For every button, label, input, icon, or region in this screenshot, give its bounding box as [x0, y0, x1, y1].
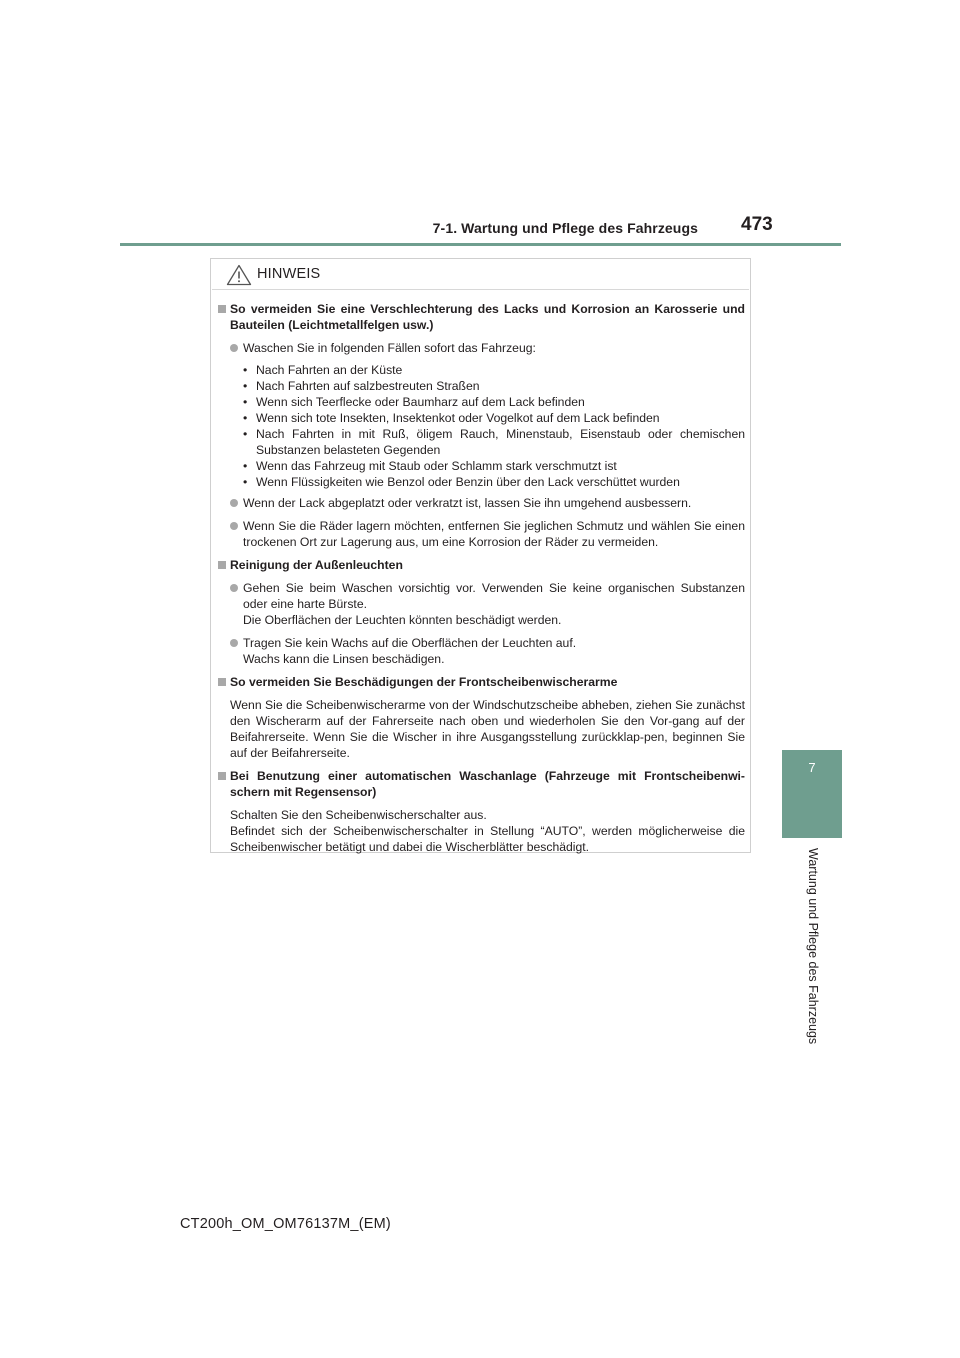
sub-list-item-text: Nach Fahrten in mit Ruß, öligem Rauch, Minenstaub, Eisenstaub oder chemischen Substanzen belasteten Gegenden: [256, 427, 745, 457]
section-paragraph: Wenn Sie die Scheibenwischerarme von der Windschutzscheibe abheben, ziehen Sie zunächst den Wischerarm auf der Fahrerseite nach oben und wiederholen Sie den Vor-gang auf der Beifahrerseite. Wenn Sie die Wischer in ihre Ausgangsstellung zurückklap-pen, beginnen Sie auf der Beifahrerseite.: [230, 698, 745, 760]
circle-bullet-icon: [230, 499, 238, 507]
list-item: [217, 340, 745, 356]
sub-list: [217, 362, 745, 490]
list-item-text: Tragen Sie kein Wachs auf die Oberflächen der Leuchten auf.: [243, 636, 577, 650]
sub-list-item: • Nach Fahrten auf salzbestreuten Straßen: [243, 379, 480, 393]
list-item-text: Gehen Sie beim Waschen vorsichtig vor. Verwenden Sie keine organischen Substanzen oder eine harte Bürste.: [243, 581, 745, 611]
page-number: 473: [741, 214, 773, 235]
list-item-text: Wenn Sie die Räder lagern möchten, entfernen Sie jeglichen Schmutz und wählen Sie einen trockenen Ort zur Lagerung aus, um eine Korrosion der Räder zu vermeiden.: [243, 519, 745, 549]
list-item: [217, 580, 745, 628]
section-heading: [217, 301, 745, 333]
chapter-title-vertical: [782, 848, 842, 1045]
section-heading: [217, 674, 745, 690]
square-bullet-icon: [218, 772, 226, 780]
section-title: 7-1. Wartung und Pflege des Fahrzeugs: [432, 220, 698, 236]
warning-triangle-icon: [226, 264, 252, 286]
square-bullet-icon: [218, 678, 226, 686]
list-item: [217, 495, 745, 511]
notice-header: [212, 260, 749, 290]
sub-list-item-text: Wenn Flüssigkeiten wie Benzol oder Benzin über den Lack verschüttet wurden: [256, 475, 680, 489]
circle-bullet-icon: [230, 522, 238, 530]
circle-bullet-icon: [230, 584, 238, 592]
sub-list-item-text: Wenn das Fahrzeug mit Staub oder Schlamm stark verschmutzt ist: [256, 459, 617, 473]
sub-list-item: • Wenn das Fahrzeug mit Staub oder Schlamm stark verschmutzt ist: [243, 459, 617, 473]
notice-box: [210, 258, 751, 853]
list-item-note: Wachs kann die Linsen beschädigen.: [243, 652, 445, 666]
chapter-title: Wartung und Pflege des Fahrzeugs: [806, 848, 820, 1045]
sub-list-item: • Wenn sich Teerflecke oder Baumharz auf dem Lack befinden: [243, 395, 585, 409]
sub-list-item-text: Nach Fahrten an der Küste: [256, 363, 403, 377]
sub-list-item: • Wenn sich tote Insekten, Insektenkot oder Vogelkot auf dem Lack befinden: [243, 411, 660, 425]
list-item-text: Wenn der Lack abgeplatzt oder verkratzt ist, lassen Sie ihn umgehend ausbessern.: [243, 496, 692, 510]
sub-list-item-text: Wenn sich tote Insekten, Insektenkot oder Vogelkot auf dem Lack befinden: [256, 411, 660, 425]
document-code: CT200h_OM_OM76137M_(EM): [180, 1216, 391, 1232]
sub-list-item-text: Nach Fahrten auf salzbestreuten Straßen: [256, 379, 480, 393]
square-bullet-icon: [218, 305, 226, 313]
chapter-tab[interactable]: [782, 750, 842, 838]
list-item-text: Waschen Sie in folgenden Fällen sofort das Fahrzeug:: [243, 341, 536, 355]
chapter-number: 7: [808, 760, 816, 775]
section-paragraph: [217, 807, 745, 855]
circle-bullet-icon: [230, 639, 238, 647]
header-rule: [120, 243, 841, 246]
sub-list-item: • Wenn Flüssigkeiten wie Benzol oder Benzin über den Lack verschüttet wurden: [243, 475, 680, 489]
circle-bullet-icon: [230, 344, 238, 352]
notice-title: HINWEIS: [257, 266, 321, 282]
sub-list-item-text: Wenn sich Teerflecke oder Baumharz auf dem Lack befinden: [256, 395, 585, 409]
list-item: [217, 635, 745, 667]
paragraph-line: Schalten Sie den Scheibenwischerschalter aus.: [230, 808, 487, 822]
section-heading: [217, 768, 745, 800]
section-heading-text: Bei Benutzung einer automatischen Waschanlage (Fahrzeuge mit Frontscheibenwi-schern mit Regensensor): [230, 769, 745, 799]
list-item-note: Die Oberflächen der Leuchten könnten beschädigt werden.: [243, 613, 562, 627]
square-bullet-icon: [218, 561, 226, 569]
list-item: [217, 518, 745, 550]
section-heading-text: So vermeiden Sie eine Verschlechterung des Lacks und Korrosion an Karosserie und Bauteilen (Leichtmetallfelgen usw.): [230, 302, 745, 332]
section-heading-text: Reinigung der Außenleuchten: [230, 558, 403, 572]
paragraph-line: Befindet sich der Scheibenwischerschalter in Stellung “AUTO”, werden möglicherweise die Scheibenwischer betätigt und dabei die Wischerblätter beschädigt.: [230, 824, 745, 854]
section-heading-text: So vermeiden Sie Beschädigungen der Frontscheibenwischerarme: [230, 675, 618, 689]
section-heading: [217, 557, 745, 573]
notice-body: [217, 301, 745, 862]
sub-list-item: • Nach Fahrten in mit Ruß, öligem Rauch, Minenstaub, Eisenstaub oder chemischen Substanzen belasteten Gegenden: [243, 427, 745, 457]
sub-list-item: • Nach Fahrten an der Küste: [243, 363, 403, 377]
